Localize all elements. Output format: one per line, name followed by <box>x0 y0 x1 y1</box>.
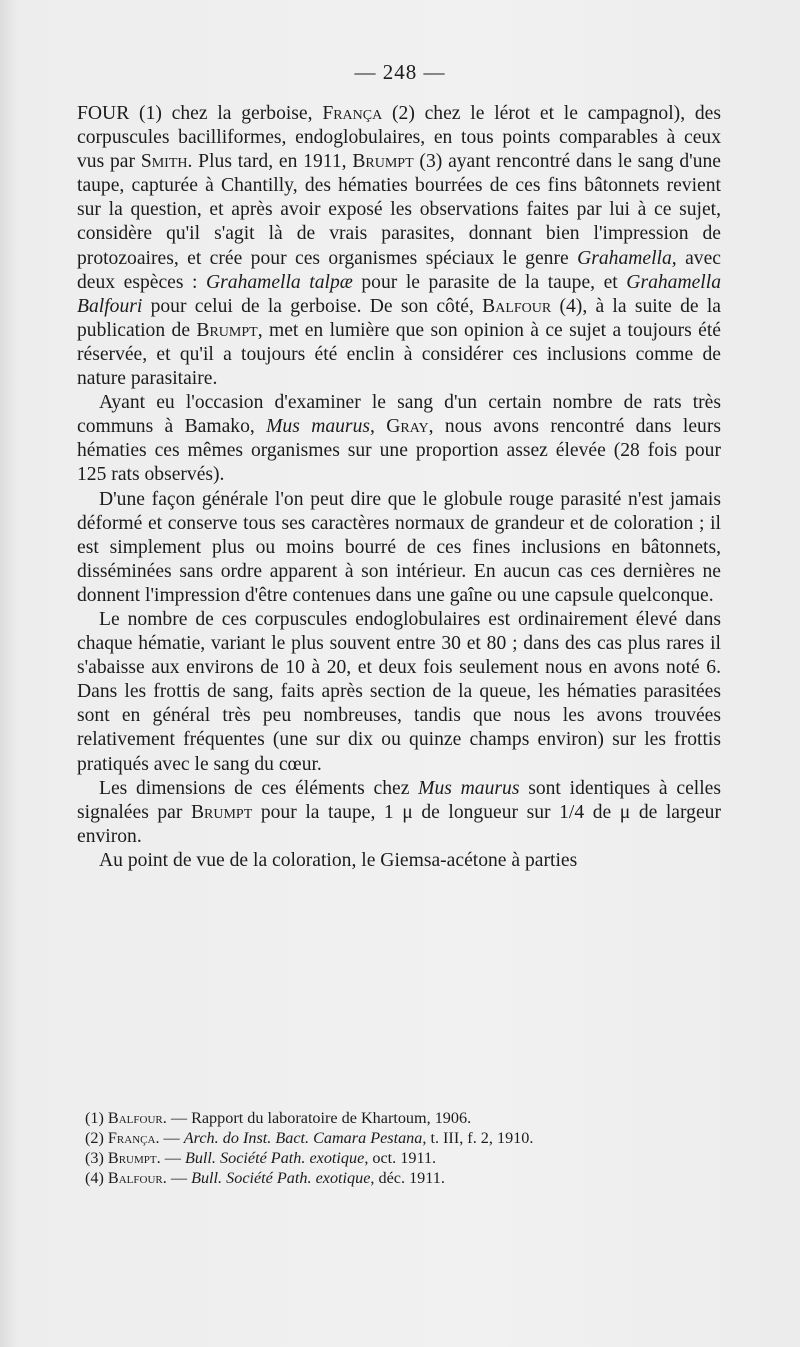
author-name: Gray <box>386 416 429 438</box>
text-run: (1) chez la gerboise, <box>129 103 323 124</box>
page-number: — 248 — <box>354 60 446 84</box>
footnote-1 <box>85 1108 725 1128</box>
italic-text: Mus maurus, <box>266 416 375 438</box>
text-run: (2) chez le lérot et le campagnol), des corpuscules bacilliformes, endoglobulaires, en tous points comparables à ceux vus par <box>77 103 721 173</box>
author-name: Balfour <box>482 295 552 317</box>
author-name: Balfour <box>107 1109 163 1127</box>
text-run: (1) <box>85 1109 108 1127</box>
footnote-2 <box>85 1128 725 1148</box>
text-run: (3) ayant rencontré dans le sang d'une taupe, capturée à Chantilly, des hématies bourrées de ces fins bâtonnets revient sur la question, et après avoir exposé les observations faites par lui à ce sujet, considère qu'il s'agit là de vrais parasites, donnant bien l'impression de protozoaires, et crée pour ces organismes spéciaux le genre <box>77 151 721 269</box>
italic-text: Arch. do Inst. Bact. Camara Pestana <box>183 1129 423 1147</box>
text-run: , met en lumière que son opinion à ce sujet a toujours été réservée, et qu'il a toujours été enclin à considérer ces inclusions comme de nature parasitaire. <box>77 319 721 390</box>
author-name: FOUR <box>77 103 130 124</box>
text-run: Les dimensions de ces éléments chez <box>99 777 419 799</box>
author-name: Brumpt <box>190 801 253 823</box>
text-run: , déc. 1911. <box>370 1169 445 1187</box>
text-run: . — <box>156 1149 185 1167</box>
paragraph-6 <box>77 849 721 873</box>
italic-text: Grahamella, <box>577 247 677 269</box>
paragraph-5 <box>77 777 721 849</box>
author-name: Brumpt <box>196 319 258 341</box>
text-run: avec deux espèces : <box>77 247 721 293</box>
body-text <box>77 102 721 873</box>
text-run: sont identiques à celles signalées par <box>77 777 721 823</box>
footnotes <box>85 1108 725 1188</box>
italic-text: Grahamella talpæ <box>206 271 353 293</box>
text-run: Ayant eu l'occasion d'examiner le sang d'un certain nombre de rats très communs à Bamako, <box>77 392 721 438</box>
italic-text: Grahamella Balfouri <box>77 271 721 317</box>
author-name: Balfour <box>107 1169 163 1187</box>
text-run: Au point de vue de la coloration, le Giemsa-acétone à parties <box>99 849 578 871</box>
text-run: , t. III, f. 2, 1910. <box>422 1129 534 1147</box>
footnote-4 <box>85 1168 725 1188</box>
text-run: (4) <box>85 1169 108 1187</box>
italic-text: Bull. Société Path. exotique <box>191 1169 371 1187</box>
footnote-3 <box>85 1148 725 1168</box>
text-run <box>375 416 386 437</box>
paragraph-3 <box>77 488 721 608</box>
text-run: D'une façon générale l'on peut dire que le globule rouge parasité n'est jamais déformé et conserve tous ses caractères normaux de grandeur et de coloration ; il est simplement plus ou moins bourré de ces fines inclusions en bâtonnets, disséminées sans ordre apparent à son intérieur. En aucun cas ces dernières ne donnent l'impression d'être contenues dans une gaîne ou une capsule quelconque. <box>77 488 721 606</box>
text-run: . — Rapport du laboratoire de Khartoum, 1906. <box>162 1109 472 1127</box>
text-run: (4), à la suite de la publication de <box>77 295 721 341</box>
paragraph-1 <box>77 102 721 391</box>
text-run: pour la taupe, 1 μ de longueur sur 1/4 de μ de largeur environ. <box>77 801 721 847</box>
text-run: Le nombre de ces corpuscules endoglobulaires est ordinairement élevé dans chaque hématie, variant le plus souvent entre 30 et 80 ; dans des cas plus rares il s'abaisse aux environs de 10 à 20, et deux fois seulement nous en avons noté 6. Dans les frottis de sang, faits après section de la queue, les hématies parasitées sont en général très peu nombreuses, tandis que nous les avons trouvées relativement fréquentes (une sur dix ou quinze champs environ) sur les frottis pratiqués avec le sang du cœur. <box>77 608 721 775</box>
italic-text: Mus maurus <box>418 777 520 799</box>
author-name: Brumpt <box>352 151 414 173</box>
paragraph-2 <box>77 391 721 487</box>
text-run: . — <box>162 1169 192 1187</box>
text-run: , oct. 1911. <box>364 1149 437 1167</box>
italic-text: Bull. Société Path. exotique <box>184 1149 365 1167</box>
text-run: . Plus tard, en 1911, <box>187 151 353 173</box>
text-run: . — <box>155 1129 184 1147</box>
author-name: Smith <box>140 151 188 173</box>
text-run: , nous avons rencontré dans leurs hématies ces mêmes organismes sur une proportion assez élevée (28 fois pour 125 rats observés). <box>77 416 721 486</box>
paragraph-4 <box>77 608 721 777</box>
text-run: pour celui de la gerboise. De son côté, <box>142 295 483 317</box>
author-name: França <box>107 1129 156 1147</box>
text-run: (3) <box>85 1149 108 1167</box>
author-name: Brumpt <box>107 1149 157 1167</box>
text-run: pour le parasite de la taupe, et <box>352 271 627 293</box>
author-name: França <box>322 103 383 124</box>
text-run: (2) <box>85 1129 108 1147</box>
